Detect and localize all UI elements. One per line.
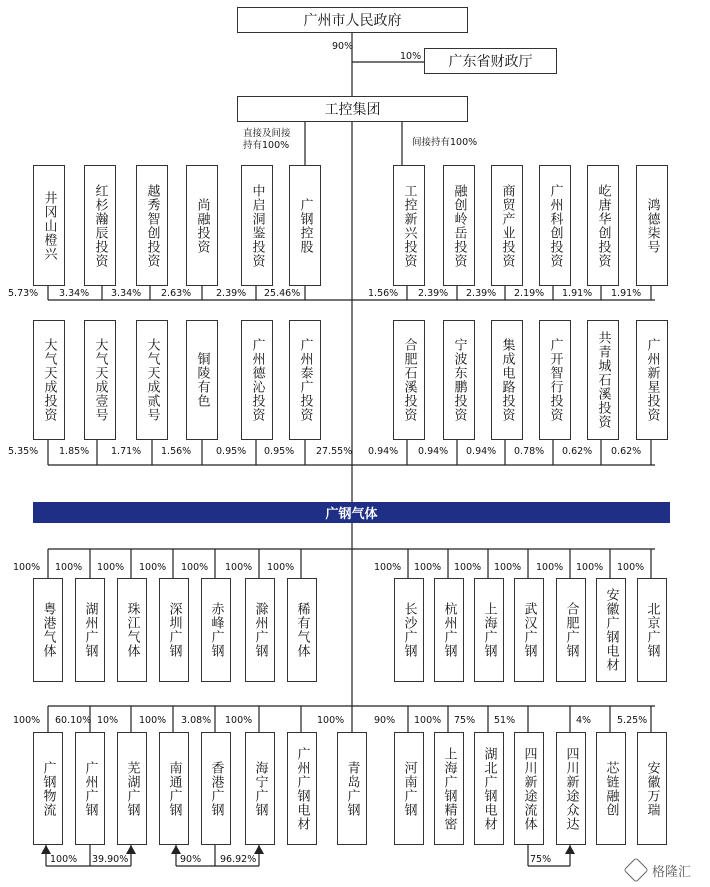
row2-label: 广州新星投资 bbox=[644, 338, 660, 422]
row2-box bbox=[491, 320, 523, 440]
row3-box bbox=[514, 578, 544, 682]
row2-percentage: 0.94% bbox=[418, 446, 449, 457]
row3-percentage: 100% bbox=[374, 562, 402, 573]
row3-box bbox=[117, 578, 147, 682]
row3-percentage: 100% bbox=[617, 562, 645, 573]
row3-box bbox=[394, 578, 424, 682]
row3-box bbox=[33, 578, 63, 682]
row4-label: 青岛广钢 bbox=[344, 760, 360, 817]
row3-box bbox=[245, 578, 275, 682]
row3-box bbox=[596, 578, 626, 682]
row4-percentage: 51% bbox=[494, 715, 516, 726]
row4-label: 安徽万瑞 bbox=[644, 760, 660, 817]
row4-percentage: 100% bbox=[225, 715, 253, 726]
row4-box bbox=[514, 732, 544, 845]
row4-box bbox=[434, 732, 464, 845]
row4-label: 芯链融创 bbox=[603, 760, 619, 817]
row4-box bbox=[159, 732, 189, 845]
row4-label: 广钢物流 bbox=[40, 760, 56, 817]
bottom-pct-b: 39.90% bbox=[92, 854, 129, 865]
row2-label: 宁波东鹏投资 bbox=[451, 338, 467, 422]
row1-box bbox=[289, 165, 321, 286]
row4-box bbox=[117, 732, 147, 845]
row1-percentage: 25.46% bbox=[264, 288, 301, 299]
gov-label: 广州市人民政府 bbox=[303, 13, 402, 29]
row2-box bbox=[33, 320, 65, 440]
row4-box bbox=[75, 732, 105, 845]
row4-percentage: 100% bbox=[13, 715, 41, 726]
row2-percentage: 0.94% bbox=[466, 446, 497, 457]
row3-label: 上海广钢 bbox=[481, 602, 497, 658]
row3-label: 湖州广钢 bbox=[82, 602, 98, 658]
row2-extra-percentage: 27.55% bbox=[316, 446, 353, 457]
row1-percentage: 2.39% bbox=[418, 288, 449, 299]
row2-label: 合肥石溪投资 bbox=[401, 338, 417, 422]
row1-box bbox=[241, 165, 273, 286]
row1-label: 井冈山橙兴 bbox=[41, 190, 57, 261]
center-company-label: 广钢气体 bbox=[325, 507, 378, 522]
row3-box bbox=[434, 578, 464, 682]
row1-percentage: 3.34% bbox=[111, 288, 142, 299]
row2-box bbox=[84, 320, 116, 440]
row1-percentage: 1.56% bbox=[368, 288, 399, 299]
row3-label: 稀有气体 bbox=[294, 602, 310, 658]
center-company-banner bbox=[33, 502, 670, 523]
bottom-pct-d: 96.92% bbox=[220, 854, 257, 865]
row4-box bbox=[474, 732, 504, 845]
row3-box bbox=[287, 578, 317, 682]
group-label: 工控集团 bbox=[324, 102, 381, 118]
row4-label: 上海广钢精密 bbox=[441, 746, 457, 831]
row3-label: 滁州广钢 bbox=[252, 602, 268, 658]
row3-box bbox=[556, 578, 586, 682]
row2-box bbox=[241, 320, 273, 440]
row2-box bbox=[136, 320, 168, 440]
finance-percentage: 10% bbox=[400, 51, 422, 62]
row2-box bbox=[393, 320, 425, 440]
row1-label: 中启洞鉴投资 bbox=[249, 183, 265, 268]
row2-label: 广州德沁投资 bbox=[249, 338, 265, 422]
row4-label: 南通广钢 bbox=[166, 760, 182, 817]
row1-label: 广钢控股 bbox=[297, 197, 313, 254]
row4-box bbox=[596, 732, 626, 845]
row1-box bbox=[186, 165, 218, 286]
row1-label: 商贸产业投资 bbox=[499, 183, 515, 268]
row4-label: 芜湖广钢 bbox=[124, 760, 140, 817]
row1-box bbox=[443, 165, 475, 286]
row3-label: 深圳广钢 bbox=[166, 602, 182, 658]
row4-percentage: 90% bbox=[374, 715, 396, 726]
row2-label: 广开智行投资 bbox=[547, 338, 563, 422]
row3-label: 赤峰广钢 bbox=[208, 602, 224, 658]
row1-box bbox=[136, 165, 168, 286]
row2-box bbox=[587, 320, 619, 440]
row4-percentage: 3.08% bbox=[181, 715, 212, 726]
row3-box bbox=[474, 578, 504, 682]
row3-percentage: 100% bbox=[414, 562, 442, 573]
row1-percentage: 3.34% bbox=[59, 288, 90, 299]
row4-percentage: 60.10% bbox=[55, 715, 92, 726]
row2-percentage: 0.95% bbox=[264, 446, 295, 457]
row4-label: 四川新途众达 bbox=[563, 746, 579, 831]
watermark-label: 格隆汇 bbox=[652, 864, 692, 880]
gov-percentage: 90% bbox=[332, 41, 354, 52]
row3-label: 北京广钢 bbox=[644, 602, 660, 658]
row3-label: 合肥广钢 bbox=[563, 602, 579, 658]
row2-box bbox=[289, 320, 321, 440]
direct-note: 直接及间接 持有100% bbox=[243, 128, 291, 152]
row3-percentage: 100% bbox=[13, 562, 41, 573]
row4-box bbox=[337, 732, 367, 845]
bottom-pct-e: 75% bbox=[530, 854, 552, 865]
row4-label: 广州广钢 bbox=[82, 760, 98, 817]
row4-box bbox=[33, 732, 63, 845]
row2-percentage: 0.78% bbox=[514, 446, 545, 457]
row2-box bbox=[539, 320, 571, 440]
row4-percentage: 100% bbox=[317, 715, 345, 726]
row3-box bbox=[159, 578, 189, 682]
row2-box bbox=[443, 320, 475, 440]
row1-percentage: 1.91% bbox=[611, 288, 642, 299]
row4-label: 海宁广钢 bbox=[252, 760, 268, 817]
row4-box bbox=[637, 732, 667, 845]
row2-percentage: 0.62% bbox=[611, 446, 642, 457]
row3-label: 安徽广钢电材 bbox=[603, 588, 619, 672]
row1-percentage: 2.39% bbox=[466, 288, 497, 299]
row3-percentage: 100% bbox=[576, 562, 604, 573]
finance-box bbox=[424, 48, 557, 74]
row2-percentage: 1.56% bbox=[161, 446, 192, 457]
row1-label: 尚融投资 bbox=[194, 197, 210, 254]
row4-percentage: 75% bbox=[454, 715, 476, 726]
row1-box bbox=[587, 165, 619, 286]
row3-percentage: 100% bbox=[454, 562, 482, 573]
group-box bbox=[237, 96, 468, 122]
row3-percentage: 100% bbox=[267, 562, 295, 573]
row4-label: 湖北广钢电材 bbox=[481, 746, 497, 831]
row3-percentage: 100% bbox=[97, 562, 125, 573]
row3-box bbox=[75, 578, 105, 682]
row3-box bbox=[637, 578, 667, 682]
row2-label: 大气天成壹号 bbox=[92, 338, 108, 422]
bottom-pct-a: 100% bbox=[50, 854, 78, 865]
row1-box bbox=[636, 165, 668, 286]
row1-percentage: 1.91% bbox=[562, 288, 593, 299]
row1-label: 屹唐华创投资 bbox=[595, 183, 611, 268]
row2-percentage: 5.35% bbox=[8, 446, 39, 457]
bottom-pct-c: 90% bbox=[180, 854, 202, 865]
row3-percentage: 100% bbox=[494, 562, 522, 573]
row4-label: 香港广钢 bbox=[208, 760, 224, 817]
row3-label: 长沙广钢 bbox=[401, 602, 417, 658]
row1-label: 鸿德柒号 bbox=[644, 197, 660, 254]
row1-percentage: 2.39% bbox=[216, 288, 247, 299]
row3-percentage: 100% bbox=[181, 562, 209, 573]
row1-box bbox=[539, 165, 571, 286]
row1-label: 工控新兴投资 bbox=[401, 183, 417, 268]
row2-box bbox=[636, 320, 668, 440]
row3-percentage: 100% bbox=[139, 562, 167, 573]
row3-label: 武汉广钢 bbox=[521, 602, 537, 658]
row1-label: 红杉瀚辰投资 bbox=[92, 183, 108, 268]
row2-label: 广州泰广投资 bbox=[297, 338, 313, 422]
row4-percentage: 100% bbox=[414, 715, 442, 726]
row1-percentage: 2.63% bbox=[161, 288, 192, 299]
row3-percentage: 100% bbox=[225, 562, 253, 573]
row4-box bbox=[287, 732, 317, 845]
row3-label: 珠江气体 bbox=[124, 602, 140, 658]
row2-label: 大气天成贰号 bbox=[144, 338, 160, 422]
row4-percentage: 4% bbox=[576, 715, 592, 726]
row1-box bbox=[393, 165, 425, 286]
row4-box bbox=[556, 732, 586, 845]
row1-box bbox=[33, 165, 65, 286]
row2-percentage: 0.95% bbox=[216, 446, 247, 457]
row2-percentage: 0.62% bbox=[562, 446, 593, 457]
row1-label: 越秀智创投资 bbox=[144, 183, 160, 268]
row4-percentage: 10% bbox=[97, 715, 119, 726]
watermark-logo-icon bbox=[623, 857, 648, 882]
row1-box bbox=[84, 165, 116, 286]
row1-percentage: 2.19% bbox=[514, 288, 545, 299]
row4-percentage: 5.25% bbox=[617, 715, 648, 726]
gov-box bbox=[237, 7, 468, 33]
row2-percentage: 0.94% bbox=[368, 446, 399, 457]
row1-label: 广州科创投资 bbox=[547, 183, 563, 268]
row2-label: 大气天成投资 bbox=[41, 338, 57, 422]
row2-label: 共青城石溪投资 bbox=[595, 331, 611, 429]
row2-percentage: 1.71% bbox=[111, 446, 142, 457]
row2-label: 集成电路投资 bbox=[499, 338, 515, 422]
row3-box bbox=[201, 578, 231, 682]
row4-box bbox=[245, 732, 275, 845]
watermark bbox=[627, 859, 691, 881]
finance-label: 广东省财政厅 bbox=[448, 54, 533, 70]
row3-label: 杭州广钢 bbox=[441, 602, 457, 658]
row4-percentage: 100% bbox=[139, 715, 167, 726]
row3-percentage: 100% bbox=[536, 562, 564, 573]
row4-box bbox=[201, 732, 231, 845]
row4-box bbox=[394, 732, 424, 845]
row4-label: 四川新途流体 bbox=[521, 746, 537, 831]
row1-box bbox=[491, 165, 523, 286]
row3-label: 粤港气体 bbox=[40, 602, 56, 658]
row2-label: 铜陵有色 bbox=[194, 352, 210, 408]
row4-label: 河南广钢 bbox=[401, 760, 417, 817]
row2-box bbox=[186, 320, 218, 440]
row3-percentage: 100% bbox=[55, 562, 83, 573]
row2-percentage: 1.85% bbox=[59, 446, 90, 457]
row4-label: 广州广钢电材 bbox=[294, 746, 310, 831]
row1-label: 融创岭岳投资 bbox=[451, 183, 467, 268]
row1-percentage: 5.73% bbox=[8, 288, 39, 299]
indirect-note: 间接持有100% bbox=[412, 137, 478, 148]
